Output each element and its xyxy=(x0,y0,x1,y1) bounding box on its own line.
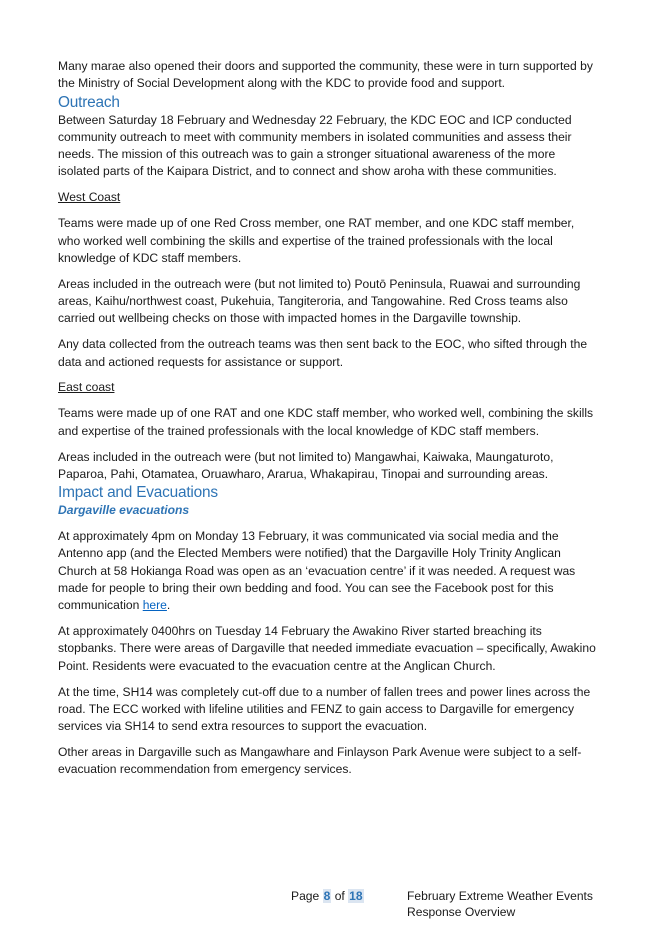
west-coast-subheading: West Coast xyxy=(58,190,121,205)
east-coast-paragraph: Areas included in the outreach were (but not limited to) Mangawhai, Kaiwaka, Maungaturoto, Paparoa, Pahi, Otamatea, Oruawharo, Ararua, Whakapirau, Tinopai and surrounding areas. xyxy=(58,449,554,481)
dargaville-paragraph: Other areas in Dargaville such as Mangawhare and Finlayson Park Avenue were subject to a self-evacuation recommendation from emergency services. xyxy=(58,745,582,777)
west-coast-paragraph: Teams were made up of one Red Cross member, one RAT member, and one KDC staff member, who worked well combining the skills and expertise of the trained professionals with the local knowledge of KDC staff members. xyxy=(58,216,575,265)
page-current: 8 xyxy=(323,889,331,903)
page-of: of xyxy=(331,889,349,903)
page-total: 18 xyxy=(349,889,363,903)
dargaville-paragraph-with-link xyxy=(58,528,598,614)
dargaville-paragraph-end: . xyxy=(166,598,171,613)
east-coast-subheading: East coast xyxy=(58,380,115,395)
dargaville-paragraph-text: At approximately 4pm on Monday 13 February, it was communicated via social media and the Antenno app (and the Elected Members were notified) that the Dargaville Holy Trinity Anglican Church at 58 Hokianga Road was open as an ‘evacuation centre’ if it was needed. A request was made for people to bring their own bedding and food. You can see the Facebook post for this communication xyxy=(58,528,576,613)
document-title-line2: Response Overview xyxy=(407,905,516,919)
dargaville-evacuations-subheading: Dargaville evacuations xyxy=(58,503,190,518)
page-prefix: Page xyxy=(291,889,323,903)
document-body xyxy=(58,58,598,787)
facebook-post-link[interactable]: here xyxy=(142,598,167,613)
east-coast-paragraph: Teams were made up of one RAT and one KDC staff member, who worked well, combining the skills and expertise of the trained professionals with the local knowledge of KDC staff members. xyxy=(58,406,594,438)
outreach-intro-paragraph: Between Saturday 18 February and Wednesday 22 February, the KDC EOC and ICP conducted community outreach to meet with community members in isolated communities and assess their needs. The mission of this outreach was to gain a stronger situational awareness of the more isolated parts of the Kaipara District, and to connect and show aroha with these communities. xyxy=(58,112,572,179)
impact-evacuations-heading: Impact and Evacuations xyxy=(58,484,218,502)
dargaville-paragraph: At the time, SH14 was completely cut-off due to a number of fallen trees and power lines across the road. The ECC worked with lifeline utilities and FENZ to gain access to Dargaville for emergency services via SH14 to send extra resources to support the evacuation. xyxy=(58,684,591,734)
outreach-heading: Outreach xyxy=(58,93,120,111)
west-coast-paragraph: Any data collected from the outreach teams was then sent back to the EOC, who sifted through the data and actioned requests for assistance or support. xyxy=(58,337,588,369)
intro-paragraph: Many marae also opened their doors and supported the community, these were in turn supported by the Ministry of Social Development along with the KDC to provide food and support. xyxy=(58,59,593,91)
west-coast-paragraph: Areas included in the outreach were (but not limited to) Poutō Peninsula, Ruawai and surrounding areas, Kaihu/northwest coast, Pukehuia, Tangiteroria, and Tangowahine. Red Cross teams also carried out wellbeing checks on those with impacted homes in the Dargaville township. xyxy=(58,276,581,326)
dargaville-paragraph: At approximately 0400hrs on Tuesday 14 February the Awakino River started breaching its stopbanks. There were areas of Dargaville that needed immediate evacuation – specifically, Awakino Point. Residents were evacuated to the evacuation centre at the Anglican Church. xyxy=(58,624,596,673)
document-title xyxy=(407,888,617,920)
page-number xyxy=(291,888,364,904)
document-title-line1: February Extreme Weather Events xyxy=(407,889,593,903)
